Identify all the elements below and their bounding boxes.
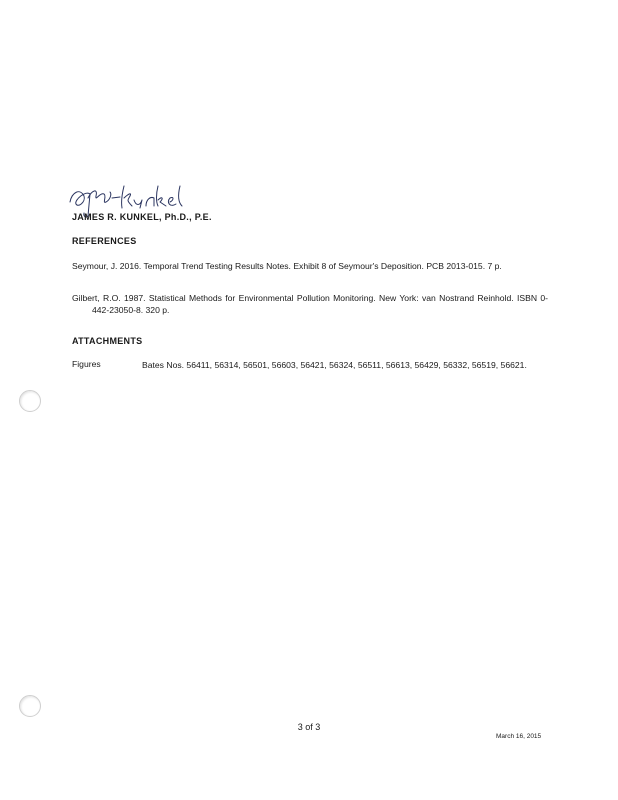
footer-date: March 16, 2015 [496,733,542,740]
binder-hole-top [19,390,41,412]
binder-hole-bottom [19,695,41,717]
attachment-description: Bates Nos. 56411, 56314, 56501, 56603, 56421, 56324, 56511, 56613, 56429, 56332, 56519, 56621. [142,360,527,370]
page-number: 3 of 3 [297,722,321,732]
reference-item: Gilbert, R.O. 1987. Statistical Methods for Environmental Pollution Monitoring. New York: van Nostrand Reinhold. ISBN 0-442-23050-8. 320 p. [72,293,548,315]
attachment-label: Figures [72,359,101,369]
reference-item: Seymour, J. 2016. Temporal Trend Testing Results Notes. Exhibit 8 of Seymour's Deposition. PCB 2013-015. 7 p. [72,261,502,271]
references-heading: REFERENCES [72,236,137,246]
signer-name: JAMES R. KUNKEL, Ph.D., P.E. [72,212,212,222]
attachments-heading: ATTACHMENTS [72,336,143,346]
